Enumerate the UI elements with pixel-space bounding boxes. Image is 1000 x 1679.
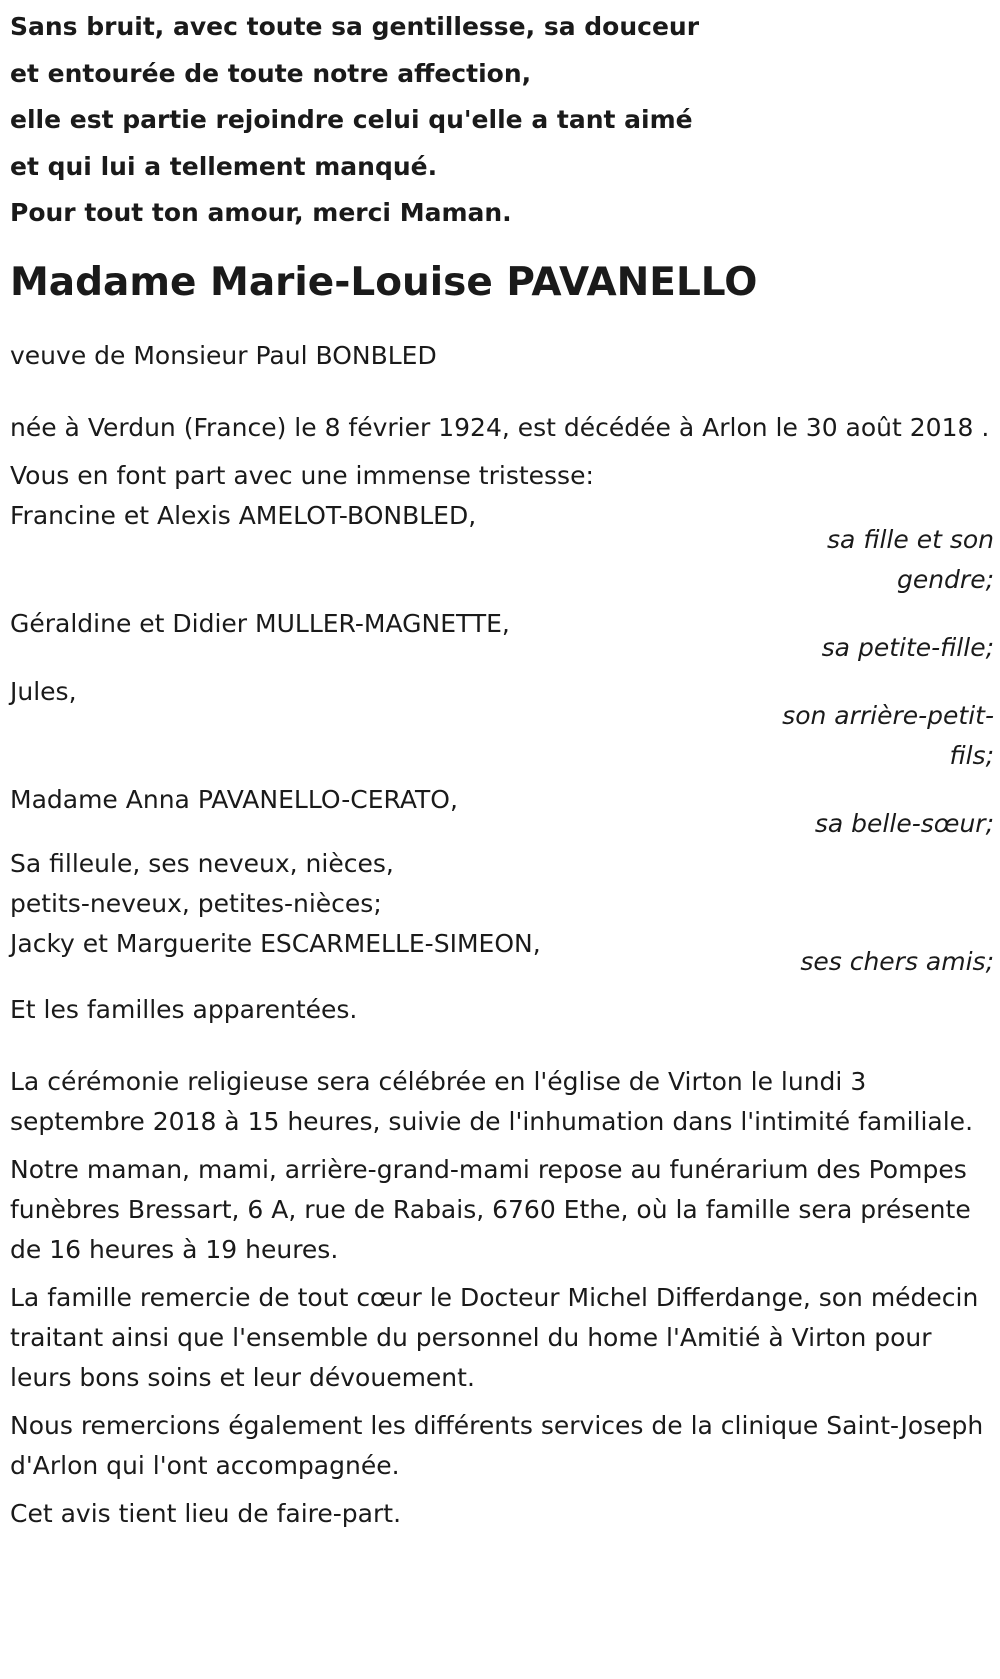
thanks-doctor: La famille remercie de tout cœur le Docteur Michel Differdange, son médecin traitant ainsi que l'ensemble du personnel du home l'Amitié à Virton pour leurs bons soins et leur dévouement. <box>10 1282 979 1392</box>
family-member-name: Madame Anna PAVANELLO-CERATO, <box>10 784 458 814</box>
relatives-line: Sa filleule, ses neveux, nièces, <box>10 848 394 878</box>
deceased-name: Madame Marie-Louise PAVANELLO <box>10 259 758 305</box>
family-entry <box>10 604 994 668</box>
family-member-relation: sa fille et son gendre; <box>827 524 994 594</box>
family-member-name: Jules, <box>10 676 77 706</box>
family-member-name: Géraldine et Didier MULLER-MAGNETTE, <box>10 608 510 638</box>
family-member-relation: sa belle-sœur; <box>814 808 994 838</box>
announcement: Vous en font part avec une immense tristesse: <box>10 460 594 490</box>
closing-line: Cet avis tient lieu de faire-part. <box>10 1498 402 1528</box>
family-member-name: Francine et Alexis AMELOT-BONBLED, <box>10 500 477 530</box>
relatives-line: petits-neveux, petites-nièces; <box>10 888 382 918</box>
intro-line: Pour tout ton amour, merci Maman. <box>10 198 512 227</box>
families-line: Et les familles apparentées. <box>10 994 358 1024</box>
obituary-notice <box>10 0 994 1534</box>
family-member-relation: sa petite-fille; <box>821 632 994 662</box>
friends-name: Jacky et Marguerite ESCARMELLE-SIMEON, <box>10 928 541 958</box>
intro-line: et qui lui a tellement manqué. <box>10 151 438 181</box>
family-entry <box>10 672 994 776</box>
friends-relation: ses chers amis; <box>800 946 994 976</box>
widow-of: veuve de Monsieur Paul BONBLED <box>10 340 437 370</box>
family-entry <box>10 496 994 600</box>
relatives-group <box>10 844 994 982</box>
intro-line: Sans bruit, avec toute sa gentillesse, sa douceur <box>10 12 700 41</box>
funeral-home-info: Notre maman, mami, arrière-grand-mami repose au funérarium des Pompes funèbres Bressart, 6 A, rue de Rabais, 6760 Ethe, où la famille sera présente de 16 heures à 19 heures. <box>10 1154 971 1264</box>
birth-death-info: née à Verdun (France) le 8 février 1924, est décédée à Arlon le 30 août 2018 . <box>10 412 990 442</box>
ceremony-info: La cérémonie religieuse sera célébrée en l'église de Virton le lundi 3 septembre 2018 à 15 heures, suivie de l'inhumation dans l'intimité familiale. <box>10 1066 974 1136</box>
family-entry <box>10 780 994 844</box>
intro-line: et entourée de toute notre affection, <box>10 58 532 88</box>
family-member-relation: son arrière-petit-fils; <box>782 700 994 770</box>
intro-line: elle est partie rejoindre celui qu'elle a tant aimé <box>10 105 693 134</box>
thanks-clinic: Nous remercions également les différents services de la clinique Saint-Joseph d'Arlon qui l'ont accompagnée. <box>10 1410 984 1480</box>
intro-poem <box>10 0 994 237</box>
